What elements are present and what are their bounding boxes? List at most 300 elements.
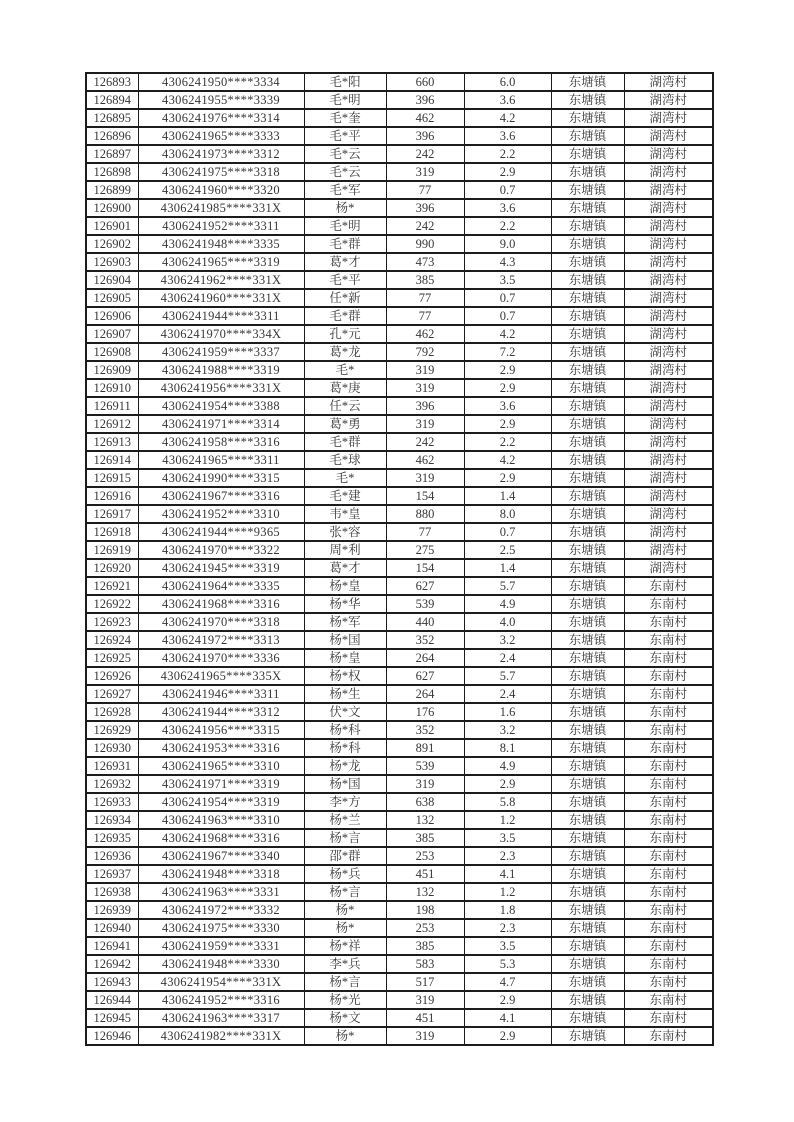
cell-value-b: 1.8 (464, 901, 551, 919)
cell-masked-name: 杨*兰 (304, 811, 386, 829)
cell-masked-name: 张*容 (304, 523, 386, 541)
cell-value-a: 77 (386, 307, 464, 325)
cell-value-a: 385 (386, 937, 464, 955)
cell-masked-name: 杨*光 (304, 991, 386, 1009)
cell-village: 东南村 (624, 595, 713, 613)
cell-value-a: 319 (386, 163, 464, 181)
cell-masked-id-card: 4306241960****331X (138, 289, 304, 307)
table-row (86, 991, 713, 1009)
cell-value-a: 242 (386, 433, 464, 451)
cell-value-b: 4.0 (464, 613, 551, 631)
cell-town: 东塘镇 (551, 559, 624, 577)
cell-masked-name: 杨*言 (304, 973, 386, 991)
cell-town: 东塘镇 (551, 397, 624, 415)
cell-value-a: 253 (386, 919, 464, 937)
cell-value-a: 319 (386, 379, 464, 397)
cell-value-a: 396 (386, 127, 464, 145)
cell-value-a: 319 (386, 1027, 464, 1045)
cell-value-b: 3.5 (464, 271, 551, 289)
cell-value-b: 3.5 (464, 829, 551, 847)
cell-village: 东南村 (624, 667, 713, 685)
cell-village: 湖湾村 (624, 487, 713, 505)
cell-masked-id-card: 4306241988****3319 (138, 361, 304, 379)
cell-town: 东塘镇 (551, 685, 624, 703)
cell-serial-number: 126894 (86, 91, 138, 109)
cell-masked-id-card: 4306241964****3335 (138, 577, 304, 595)
cell-value-a: 891 (386, 739, 464, 757)
table-row (86, 541, 713, 559)
cell-village: 东南村 (624, 703, 713, 721)
cell-value-b: 2.9 (464, 991, 551, 1009)
cell-town: 东塘镇 (551, 811, 624, 829)
cell-value-b: 3.5 (464, 937, 551, 955)
cell-serial-number: 126941 (86, 937, 138, 955)
cell-value-a: 396 (386, 199, 464, 217)
cell-village: 湖湾村 (624, 199, 713, 217)
cell-town: 东塘镇 (551, 721, 624, 739)
cell-value-b: 8.0 (464, 505, 551, 523)
cell-value-a: 77 (386, 289, 464, 307)
table-row (86, 847, 713, 865)
cell-village: 湖湾村 (624, 181, 713, 199)
cell-value-b: 3.6 (464, 127, 551, 145)
cell-value-a: 583 (386, 955, 464, 973)
cell-serial-number: 126939 (86, 901, 138, 919)
table-row (86, 433, 713, 451)
cell-serial-number: 126932 (86, 775, 138, 793)
cell-village: 东南村 (624, 613, 713, 631)
cell-value-a: 77 (386, 181, 464, 199)
cell-serial-number: 126943 (86, 973, 138, 991)
cell-value-a: 451 (386, 1009, 464, 1027)
cell-value-a: 462 (386, 451, 464, 469)
table-row (86, 379, 713, 397)
cell-town: 东塘镇 (551, 415, 624, 433)
cell-masked-name: 杨*权 (304, 667, 386, 685)
cell-town: 东塘镇 (551, 829, 624, 847)
cell-masked-id-card: 4306241965****335X (138, 667, 304, 685)
table-row (86, 955, 713, 973)
cell-serial-number: 126930 (86, 739, 138, 757)
cell-value-a: 462 (386, 325, 464, 343)
cell-masked-name: 毛*平 (304, 271, 386, 289)
cell-masked-name: 毛*群 (304, 235, 386, 253)
cell-town: 东塘镇 (551, 847, 624, 865)
cell-village: 湖湾村 (624, 73, 713, 91)
cell-value-b: 2.3 (464, 847, 551, 865)
table-row (86, 685, 713, 703)
cell-value-a: 627 (386, 577, 464, 595)
cell-serial-number: 126938 (86, 883, 138, 901)
cell-masked-name: 毛* (304, 469, 386, 487)
cell-town: 东塘镇 (551, 613, 624, 631)
cell-masked-name: 毛*建 (304, 487, 386, 505)
cell-serial-number: 126945 (86, 1009, 138, 1027)
cell-masked-name: 葛*龙 (304, 343, 386, 361)
cell-town: 东塘镇 (551, 595, 624, 613)
cell-masked-id-card: 4306241963****3331 (138, 883, 304, 901)
cell-masked-id-card: 4306241948****3318 (138, 865, 304, 883)
cell-value-a: 242 (386, 145, 464, 163)
table-row (86, 775, 713, 793)
cell-village: 东南村 (624, 577, 713, 595)
cell-serial-number: 126910 (86, 379, 138, 397)
cell-town: 东塘镇 (551, 163, 624, 181)
cell-masked-id-card: 4306241965****3333 (138, 127, 304, 145)
cell-town: 东塘镇 (551, 181, 624, 199)
cell-masked-name: 杨* (304, 901, 386, 919)
cell-value-b: 4.3 (464, 253, 551, 271)
cell-masked-name: 葛*勇 (304, 415, 386, 433)
table-row (86, 307, 713, 325)
cell-value-b: 2.9 (464, 775, 551, 793)
cell-town: 东塘镇 (551, 379, 624, 397)
table-row (86, 523, 713, 541)
cell-masked-name: 伏*文 (304, 703, 386, 721)
table-row (86, 73, 713, 91)
cell-masked-name: 杨*言 (304, 883, 386, 901)
cell-value-b: 1.2 (464, 811, 551, 829)
cell-serial-number: 126916 (86, 487, 138, 505)
cell-serial-number: 126920 (86, 559, 138, 577)
cell-value-b: 1.4 (464, 487, 551, 505)
cell-masked-name: 毛*明 (304, 217, 386, 235)
table-row (86, 559, 713, 577)
cell-value-a: 264 (386, 685, 464, 703)
cell-masked-name: 韦*皇 (304, 505, 386, 523)
cell-value-b: 4.1 (464, 865, 551, 883)
cell-serial-number: 126905 (86, 289, 138, 307)
table-row (86, 649, 713, 667)
cell-town: 东塘镇 (551, 757, 624, 775)
cell-masked-id-card: 4306241944****3312 (138, 703, 304, 721)
table-row (86, 415, 713, 433)
cell-value-a: 275 (386, 541, 464, 559)
table-row (86, 901, 713, 919)
cell-masked-name: 毛*阳 (304, 73, 386, 91)
cell-value-a: 319 (386, 469, 464, 487)
records-table (85, 72, 714, 1046)
cell-masked-id-card: 4306241971****3314 (138, 415, 304, 433)
cell-serial-number: 126904 (86, 271, 138, 289)
cell-masked-name: 周*利 (304, 541, 386, 559)
cell-masked-id-card: 4306241973****3312 (138, 145, 304, 163)
cell-value-b: 7.2 (464, 343, 551, 361)
table-row (86, 325, 713, 343)
cell-village: 湖湾村 (624, 253, 713, 271)
table-row (86, 739, 713, 757)
cell-village: 湖湾村 (624, 433, 713, 451)
cell-masked-name: 杨*文 (304, 1009, 386, 1027)
cell-masked-name: 毛*群 (304, 433, 386, 451)
cell-village: 东南村 (624, 721, 713, 739)
cell-town: 东塘镇 (551, 793, 624, 811)
cell-value-b: 0.7 (464, 181, 551, 199)
cell-value-a: 253 (386, 847, 464, 865)
cell-village: 湖湾村 (624, 235, 713, 253)
cell-serial-number: 126940 (86, 919, 138, 937)
cell-masked-name: 任*云 (304, 397, 386, 415)
table-row (86, 487, 713, 505)
cell-town: 东塘镇 (551, 199, 624, 217)
cell-masked-name: 杨*科 (304, 721, 386, 739)
cell-serial-number: 126935 (86, 829, 138, 847)
cell-serial-number: 126893 (86, 73, 138, 91)
cell-value-a: 517 (386, 973, 464, 991)
cell-value-b: 0.7 (464, 523, 551, 541)
cell-village: 湖湾村 (624, 91, 713, 109)
cell-value-b: 3.2 (464, 721, 551, 739)
cell-serial-number: 126900 (86, 199, 138, 217)
cell-masked-id-card: 4306241952****3310 (138, 505, 304, 523)
cell-village: 湖湾村 (624, 559, 713, 577)
cell-town: 东塘镇 (551, 1027, 624, 1045)
cell-village: 东南村 (624, 631, 713, 649)
cell-value-b: 3.6 (464, 397, 551, 415)
cell-masked-name: 杨*兵 (304, 865, 386, 883)
cell-serial-number: 126914 (86, 451, 138, 469)
table-row (86, 667, 713, 685)
cell-value-a: 319 (386, 361, 464, 379)
cell-town: 东塘镇 (551, 919, 624, 937)
cell-village: 东南村 (624, 811, 713, 829)
cell-masked-id-card: 4306241971****3319 (138, 775, 304, 793)
cell-village: 湖湾村 (624, 307, 713, 325)
cell-village: 东南村 (624, 757, 713, 775)
cell-masked-name: 毛* (304, 361, 386, 379)
cell-town: 东塘镇 (551, 1009, 624, 1027)
cell-masked-name: 杨*祥 (304, 937, 386, 955)
table-row (86, 721, 713, 739)
cell-value-a: 264 (386, 649, 464, 667)
cell-masked-id-card: 4306241958****3316 (138, 433, 304, 451)
cell-village: 东南村 (624, 991, 713, 1009)
cell-masked-id-card: 4306241968****3316 (138, 829, 304, 847)
table-row (86, 829, 713, 847)
cell-value-b: 2.9 (464, 415, 551, 433)
table-row (86, 163, 713, 181)
cell-masked-name: 李*方 (304, 793, 386, 811)
cell-masked-name: 杨*国 (304, 631, 386, 649)
cell-serial-number: 126911 (86, 397, 138, 415)
cell-village: 湖湾村 (624, 289, 713, 307)
cell-village: 东南村 (624, 649, 713, 667)
cell-village: 湖湾村 (624, 415, 713, 433)
table-row (86, 937, 713, 955)
cell-masked-id-card: 4306241970****334X (138, 325, 304, 343)
cell-town: 东塘镇 (551, 469, 624, 487)
cell-masked-id-card: 4306241960****3320 (138, 181, 304, 199)
cell-serial-number: 126899 (86, 181, 138, 199)
cell-value-a: 638 (386, 793, 464, 811)
cell-masked-name: 杨*国 (304, 775, 386, 793)
cell-value-a: 242 (386, 217, 464, 235)
cell-village: 东南村 (624, 739, 713, 757)
cell-value-a: 352 (386, 631, 464, 649)
cell-value-a: 198 (386, 901, 464, 919)
table-row (86, 1027, 713, 1045)
cell-masked-name: 毛*平 (304, 127, 386, 145)
cell-masked-id-card: 4306241970****3318 (138, 613, 304, 631)
cell-value-b: 2.9 (464, 163, 551, 181)
cell-masked-name: 杨*言 (304, 829, 386, 847)
cell-serial-number: 126918 (86, 523, 138, 541)
cell-town: 东塘镇 (551, 433, 624, 451)
cell-town: 东塘镇 (551, 955, 624, 973)
cell-village: 湖湾村 (624, 271, 713, 289)
cell-value-a: 660 (386, 73, 464, 91)
cell-masked-name: 毛*明 (304, 91, 386, 109)
cell-serial-number: 126933 (86, 793, 138, 811)
cell-masked-id-card: 4306241953****3316 (138, 739, 304, 757)
table-row (86, 469, 713, 487)
cell-value-a: 154 (386, 559, 464, 577)
cell-value-b: 1.6 (464, 703, 551, 721)
cell-value-b: 3.6 (464, 199, 551, 217)
cell-town: 东塘镇 (551, 235, 624, 253)
cell-masked-name: 毛*球 (304, 451, 386, 469)
cell-masked-name: 毛*群 (304, 307, 386, 325)
cell-masked-id-card: 4306241963****3317 (138, 1009, 304, 1027)
cell-masked-id-card: 4306241948****3335 (138, 235, 304, 253)
table-row (86, 343, 713, 361)
table-row (86, 451, 713, 469)
cell-town: 东塘镇 (551, 127, 624, 145)
cell-masked-id-card: 4306241968****3316 (138, 595, 304, 613)
cell-value-b: 3.2 (464, 631, 551, 649)
cell-masked-id-card: 4306241985****331X (138, 199, 304, 217)
table-row (86, 865, 713, 883)
cell-masked-id-card: 4306241972****3313 (138, 631, 304, 649)
cell-masked-id-card: 4306241955****3339 (138, 91, 304, 109)
cell-serial-number: 126925 (86, 649, 138, 667)
table-row (86, 577, 713, 595)
cell-village: 湖湾村 (624, 217, 713, 235)
cell-serial-number: 126897 (86, 145, 138, 163)
cell-value-b: 2.4 (464, 649, 551, 667)
cell-town: 东塘镇 (551, 883, 624, 901)
cell-serial-number: 126946 (86, 1027, 138, 1045)
cell-town: 东塘镇 (551, 361, 624, 379)
cell-village: 湖湾村 (624, 343, 713, 361)
table-row (86, 127, 713, 145)
table-row (86, 793, 713, 811)
cell-village: 湖湾村 (624, 541, 713, 559)
cell-town: 东塘镇 (551, 325, 624, 343)
cell-serial-number: 126927 (86, 685, 138, 703)
cell-value-a: 132 (386, 811, 464, 829)
cell-value-b: 2.2 (464, 217, 551, 235)
table-row (86, 109, 713, 127)
cell-value-b: 8.1 (464, 739, 551, 757)
cell-value-a: 462 (386, 109, 464, 127)
cell-serial-number: 126906 (86, 307, 138, 325)
cell-masked-name: 邵*群 (304, 847, 386, 865)
cell-masked-name: 葛*才 (304, 559, 386, 577)
cell-value-b: 2.9 (464, 469, 551, 487)
cell-masked-id-card: 4306241967****3316 (138, 487, 304, 505)
cell-value-a: 385 (386, 829, 464, 847)
cell-village: 湖湾村 (624, 469, 713, 487)
cell-masked-name: 杨*科 (304, 739, 386, 757)
cell-value-b: 2.9 (464, 361, 551, 379)
cell-value-b: 4.7 (464, 973, 551, 991)
cell-village: 东南村 (624, 829, 713, 847)
cell-masked-name: 葛*才 (304, 253, 386, 271)
cell-value-b: 4.1 (464, 1009, 551, 1027)
cell-value-a: 396 (386, 91, 464, 109)
table-row (86, 973, 713, 991)
cell-masked-name: 杨*生 (304, 685, 386, 703)
table-row (86, 703, 713, 721)
cell-masked-id-card: 4306241990****3315 (138, 469, 304, 487)
cell-serial-number: 126912 (86, 415, 138, 433)
table-row (86, 883, 713, 901)
cell-value-a: 352 (386, 721, 464, 739)
cell-masked-id-card: 4306241948****3330 (138, 955, 304, 973)
cell-value-b: 2.9 (464, 1027, 551, 1045)
cell-town: 东塘镇 (551, 343, 624, 361)
cell-town: 东塘镇 (551, 865, 624, 883)
cell-town: 东塘镇 (551, 253, 624, 271)
cell-village: 湖湾村 (624, 127, 713, 145)
cell-town: 东塘镇 (551, 73, 624, 91)
cell-serial-number: 126919 (86, 541, 138, 559)
table-row (86, 595, 713, 613)
cell-masked-name: 杨*皇 (304, 577, 386, 595)
cell-value-a: 451 (386, 865, 464, 883)
cell-town: 东塘镇 (551, 289, 624, 307)
table-row (86, 91, 713, 109)
cell-masked-id-card: 4306241962****331X (138, 271, 304, 289)
cell-town: 东塘镇 (551, 775, 624, 793)
cell-village: 湖湾村 (624, 397, 713, 415)
cell-value-a: 385 (386, 271, 464, 289)
table-row (86, 505, 713, 523)
cell-masked-id-card: 4306241975****3330 (138, 919, 304, 937)
cell-serial-number: 126903 (86, 253, 138, 271)
cell-town: 东塘镇 (551, 217, 624, 235)
cell-masked-name: 杨*龙 (304, 757, 386, 775)
cell-masked-id-card: 4306241972****3332 (138, 901, 304, 919)
cell-value-b: 2.3 (464, 919, 551, 937)
cell-value-a: 77 (386, 523, 464, 541)
cell-masked-id-card: 4306241944****3311 (138, 307, 304, 325)
cell-serial-number: 126934 (86, 811, 138, 829)
cell-masked-name: 杨*皇 (304, 649, 386, 667)
cell-value-b: 4.2 (464, 325, 551, 343)
cell-village: 湖湾村 (624, 325, 713, 343)
cell-serial-number: 126902 (86, 235, 138, 253)
cell-serial-number: 126907 (86, 325, 138, 343)
cell-serial-number: 126929 (86, 721, 138, 739)
cell-value-a: 319 (386, 415, 464, 433)
cell-masked-name: 毛*云 (304, 163, 386, 181)
cell-masked-id-card: 4306241954****3388 (138, 397, 304, 415)
cell-town: 东塘镇 (551, 145, 624, 163)
table-row (86, 235, 713, 253)
cell-value-b: 2.2 (464, 433, 551, 451)
cell-serial-number: 126913 (86, 433, 138, 451)
cell-village: 湖湾村 (624, 505, 713, 523)
cell-masked-name: 杨*军 (304, 613, 386, 631)
cell-masked-id-card: 4306241982****331X (138, 1027, 304, 1045)
cell-village: 东南村 (624, 973, 713, 991)
cell-masked-name: 毛*云 (304, 145, 386, 163)
cell-serial-number: 126928 (86, 703, 138, 721)
cell-serial-number: 126937 (86, 865, 138, 883)
cell-town: 东塘镇 (551, 109, 624, 127)
